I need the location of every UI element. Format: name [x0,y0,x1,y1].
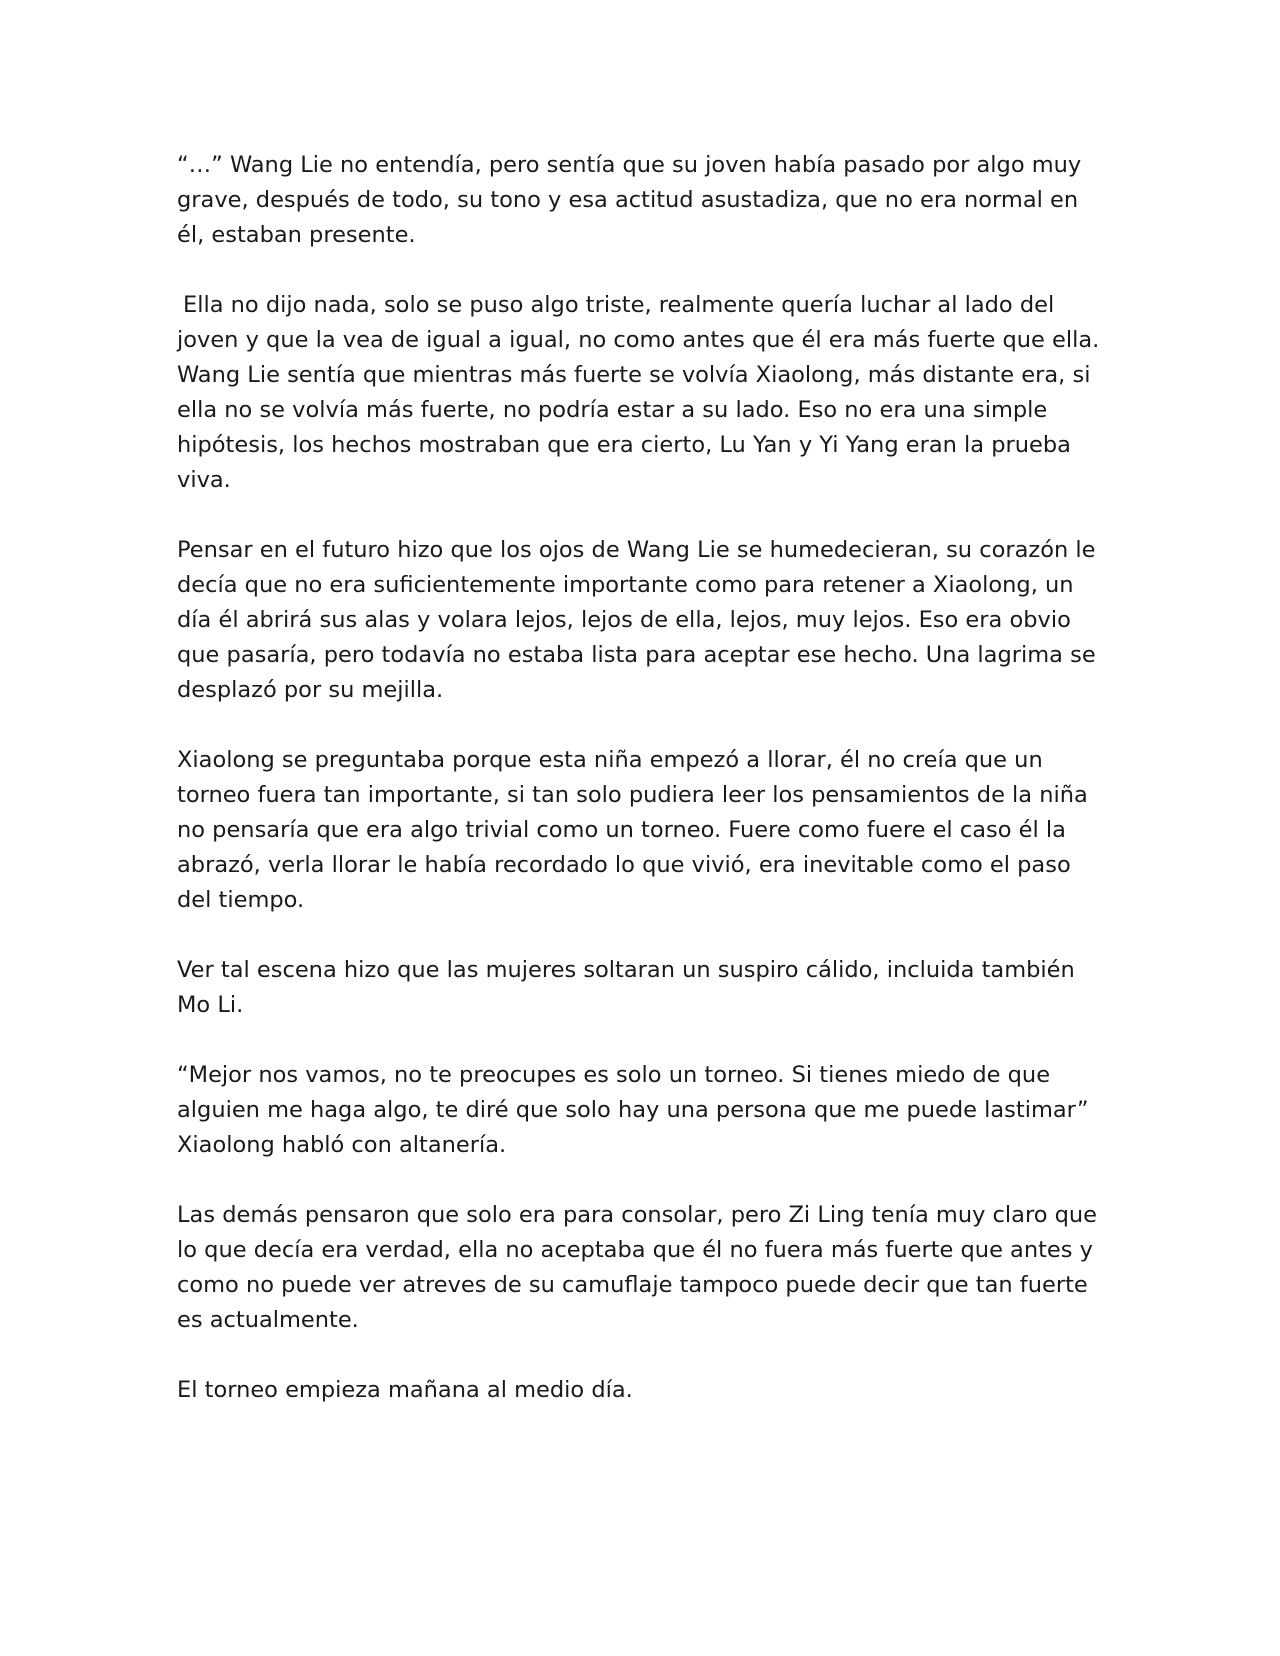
paragraph-3: Pensar en el futuro hizo que los ojos de Wang Lie se humedecieran, su corazón le decía que no era suficientemente importante como para retener a Xiaolong, un día él abrirá sus alas y volara lejos, lejos de ella, lejos, muy lejos. Eso era obvio que pasaría, pero todavía no estaba lista para aceptar ese hecho. Una lagrima se desplazó por su mejilla. [177,537,1096,703]
paragraph-6: “Mejor nos vamos, no te preocupes es solo un torneo. Si tienes miedo de que alguien me haga algo, te diré que solo hay una persona que me puede lastimar” Xiaolong habló con altanería. [177,1062,1089,1158]
paragraph-1: “…” Wang Lie no entendía, pero sentía que su joven había pasado por algo muy grave, después de todo, su tono y esa actitud asustadiza, que no era normal en él, estaban presente. [177,152,1082,248]
body-text [177,148,1107,1443]
paragraph-7: Las demás pensaron que solo era para consolar, pero Zi Ling tenía muy claro que lo que decía era verdad, ella no aceptaba que él no fuera más fuerte que antes y como no puede ver atreves de su camuflaje tampoco puede decir que tan fuerte es actualmente. [177,1202,1098,1333]
paragraph-5: Ver tal escena hizo que las mujeres soltaran un suspiro cálido, incluida también Mo Li. [177,957,1075,1018]
paragraph-4: Xiaolong se preguntaba porque esta niña empezó a llorar, él no creía que un torneo fuera tan importante, si tan solo pudiera leer los pensamientos de la niña no pensaría que era algo trivial como un torneo. Fuere como fuere el caso él la abrazó, verla llorar le había recordado lo que vivió, era inevitable como el paso del tiempo. [177,747,1088,913]
paragraph-2: Ella no dijo nada, solo se puso algo triste, realmente quería luchar al lado del joven y que la vea de igual a igual, no como antes que él era más fuerte que ella. Wang Lie sentía que mientras más fuerte se volvía Xiaolong, más distante era, si ella no se volvía más fuerte, no podría estar a su lado. Eso no era una simple hipótesis, los hechos mostraban que era cierto, Lu Yan y Yi Yang eran la prueba viva. [177,292,1100,493]
paragraph-8: El torneo empieza mañana al medio día. [177,1377,633,1403]
